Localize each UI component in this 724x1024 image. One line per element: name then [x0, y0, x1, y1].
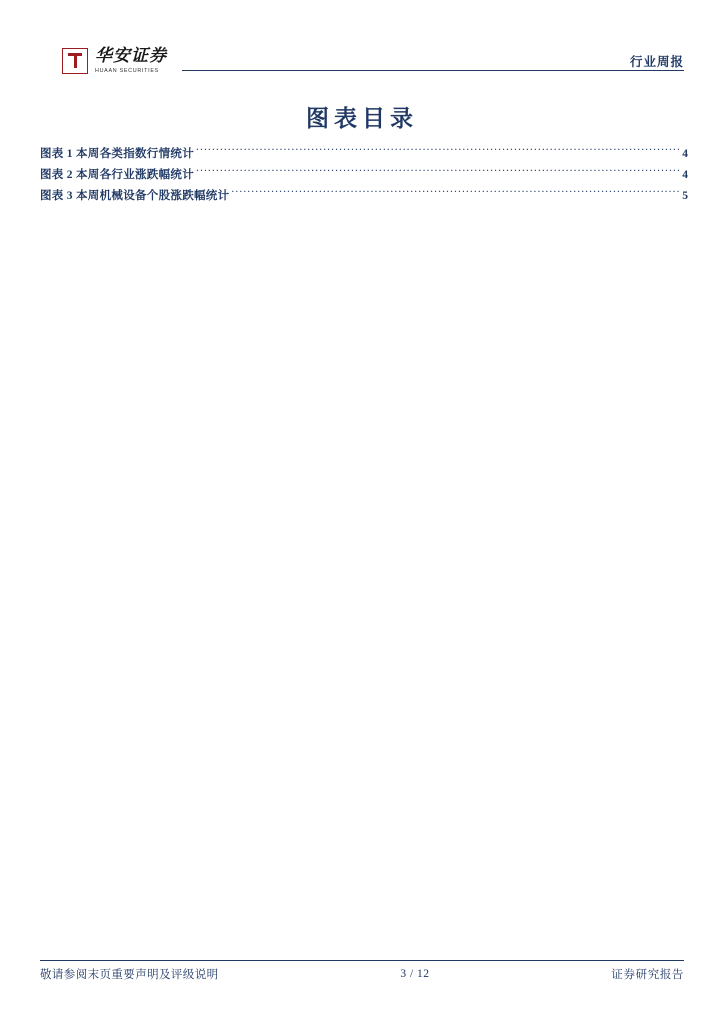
footer-divider — [40, 960, 684, 961]
toc-entry[interactable] — [40, 164, 688, 185]
toc-leader-dots — [196, 164, 679, 178]
toc-leader-dots — [196, 143, 679, 157]
header-divider — [182, 70, 684, 71]
footer-right-note: 证券研究报告 — [611, 969, 684, 981]
toc-entry[interactable] — [40, 143, 688, 164]
toc-leader-dots — [231, 185, 679, 199]
logo-company-name-en: HUAAN SECURITIES — [95, 68, 159, 74]
toc-entry-page: 4 — [682, 148, 688, 160]
logo-text — [95, 46, 167, 74]
footer-disclaimer: 敬请参阅末页重要声明及评级说明 — [40, 969, 219, 981]
report-type-label: 行业周报 — [622, 52, 684, 70]
toc-entry-label: 图表 3 本周机械设备个股涨跌幅统计 — [40, 190, 230, 202]
page-footer — [40, 960, 684, 984]
table-of-contents — [40, 143, 688, 206]
logo-company-name-cn: 华安证券 — [95, 46, 167, 65]
page-header — [40, 46, 684, 90]
footer-content — [40, 966, 684, 982]
toc-entry-page: 5 — [682, 190, 688, 202]
toc-entry-label: 图表 1 本周各类指数行情统计 — [40, 148, 194, 160]
toc-entry-page: 4 — [682, 169, 688, 181]
toc-entry[interactable] — [40, 185, 688, 206]
page-title: 图表目录 — [306, 106, 418, 131]
company-logo — [62, 46, 167, 74]
toc-entry-label: 图表 2 本周各行业涨跌幅统计 — [40, 169, 194, 181]
footer-page-number: 3 / 12 — [400, 968, 430, 980]
logo-mark-icon — [62, 48, 88, 74]
